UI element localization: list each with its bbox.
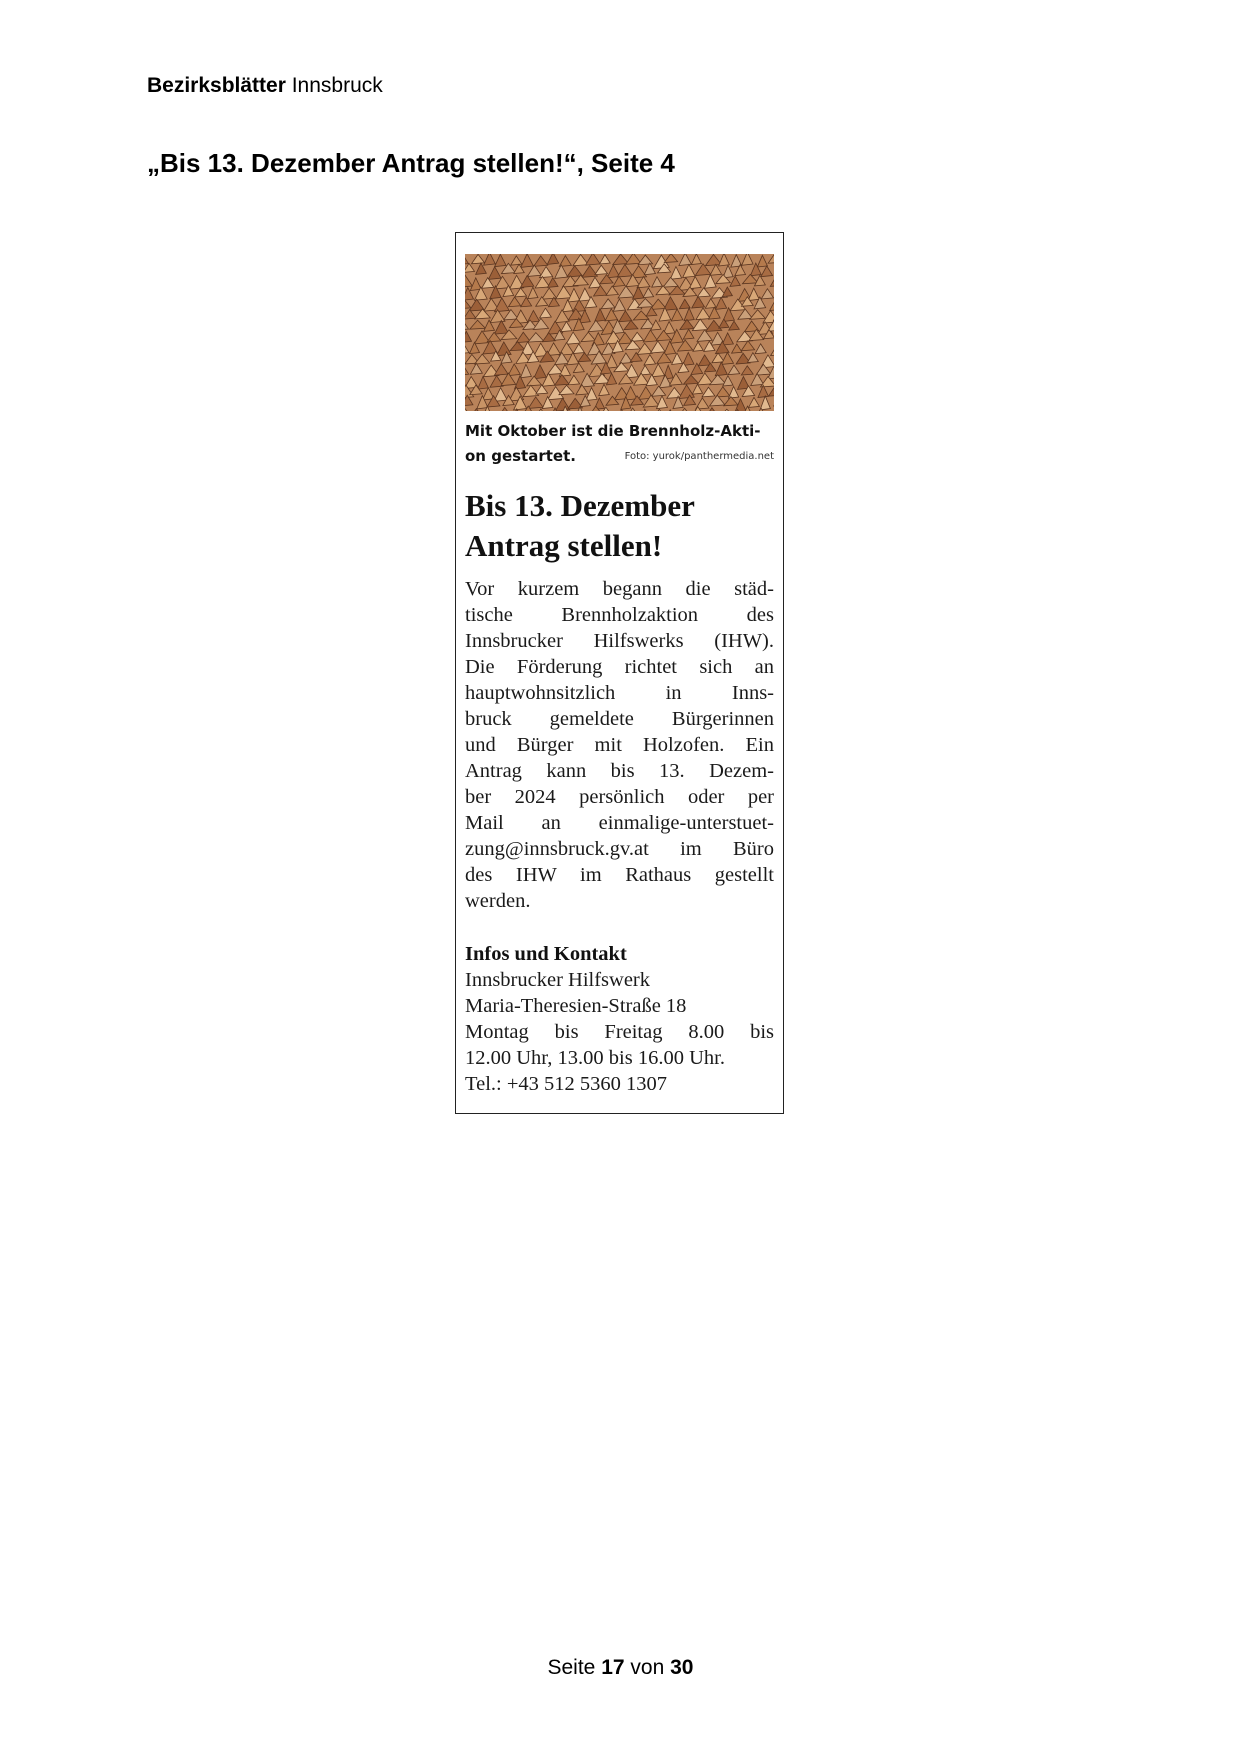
caption-line-1: Mit Oktober ist die Brennholz-Akti- [465, 422, 761, 440]
contact-info [465, 967, 774, 1097]
newspaper-clipping [455, 232, 784, 1114]
photo-credit: Foto: yurok/panthermedia.net [624, 451, 774, 462]
body-line: und Bürger mit Holzofen. Ein [465, 734, 774, 756]
publication-name-region: Innsbruck [285, 74, 383, 97]
caption-line-2: on gestartet. [465, 447, 576, 465]
contact-organization: Innsbrucker Hilfswerk [465, 969, 651, 991]
article-headline [465, 486, 774, 566]
photo-caption [465, 419, 774, 469]
headline-line-2: Antrag stellen! [465, 528, 663, 563]
contact-phone: Tel.: +43 512 5360 1307 [465, 1073, 668, 1095]
of-word: von [630, 1656, 665, 1679]
body-line: Die Förderung richtet sich an [465, 656, 774, 678]
body-line: Mail an einmalige-unterstuet- [465, 812, 774, 834]
page-footer [0, 1656, 1241, 1680]
publication-name [147, 74, 383, 98]
contact-hours: Montag bis Freitag 8.00 bis [465, 1021, 774, 1043]
contact-address: Maria-Theresien-Straße 18 [465, 995, 687, 1017]
publication-name-bold: Bezirksblätter [147, 74, 286, 97]
page-word: Seite [547, 1656, 596, 1679]
body-line: Vor kurzem begann die städ- [465, 578, 774, 600]
article-reference-title: „Bis 13. Dezember Antrag stellen!“, Seite 4 [147, 148, 675, 178]
body-line: tische Brennholzaktion des [465, 604, 774, 626]
body-line: hauptwohnsitzlich in Inns- [465, 682, 774, 704]
contact-hours-cont: 12.00 Uhr, 13.00 bis 16.00 Uhr. [465, 1047, 725, 1069]
body-line: des IHW im Rathaus gestellt [465, 864, 774, 886]
body-line: Antrag kann bis 13. Dezem- [465, 760, 774, 782]
body-line: werden. [465, 890, 531, 912]
info-heading: Infos und Kontakt [465, 943, 627, 965]
page-number: 17 [601, 1656, 625, 1679]
article-body [465, 576, 774, 914]
firewood-stack-photo [465, 254, 774, 411]
firewood-image [465, 254, 774, 411]
body-line: ber 2024 persönlich oder per [465, 786, 774, 808]
total-pages: 30 [670, 1656, 694, 1679]
headline-line-1: Bis 13. Dezember [465, 488, 695, 523]
body-line: bruck gemeldete Bürgerinnen [465, 708, 774, 730]
body-line: zung@innsbruck.gv.at im Büro [465, 838, 774, 860]
body-line: Innsbrucker Hilfswerks (IHW). [465, 630, 774, 652]
